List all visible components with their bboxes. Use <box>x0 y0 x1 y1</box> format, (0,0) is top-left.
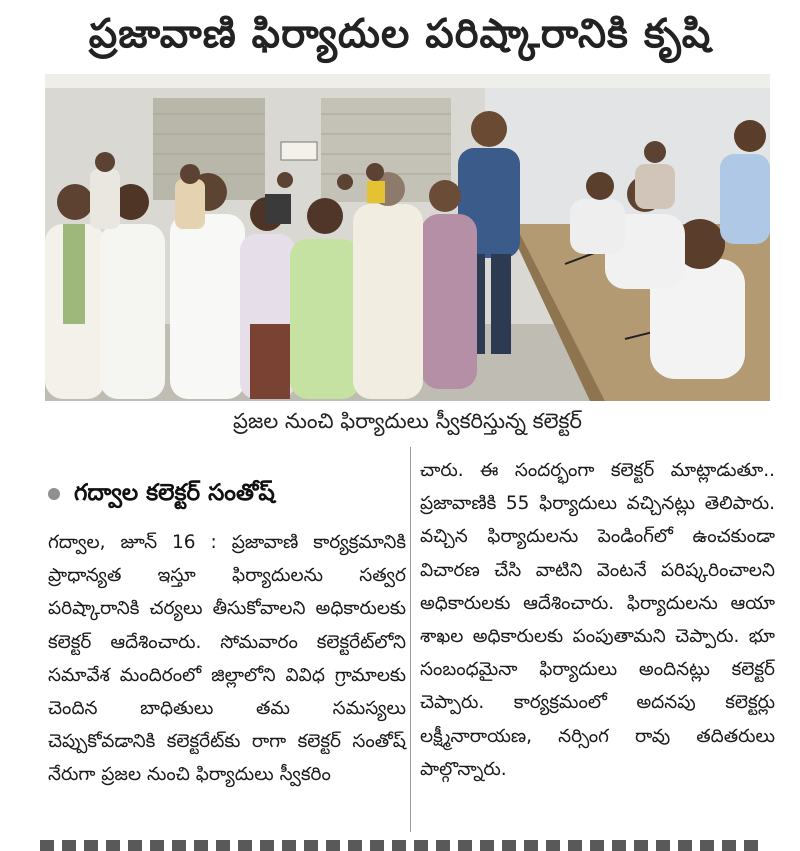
headline: ప్రజావాణి ఫిర్యాదుల పరిష్కారానికి కృషి <box>88 11 712 57</box>
subhead-text: గద్వాల కలెక్టర్ సంతోష్ <box>74 480 275 506</box>
column-divider <box>410 447 411 832</box>
next-article-cutoff <box>40 840 760 851</box>
article-subhead <box>48 476 408 510</box>
photo-caption: ప్రజల నుంచి ఫిర్యాదులు స్వీకరిస్తున్న కలెక్టర్ <box>233 409 582 433</box>
article-column-left: గద్వాల, జూన్ 16 : ప్రజావాణి కార్యక్రమానికి ప్రాధాన్యత ఇస్తూ ఫిర్యాదులను సత్వర పరిష్కారానికి చర్యలు తీసుకోవాలని అధికారులకు కలెక్టర్ ఆదేశించారు. సోమవారం కలెక్టరేట్‌లోని సమావేశ మందిరంలో జిల్లాలోని వివిధ గ్రామాలకు చెందిన బాధితులు తమ సమస్యలు చెప్పుకోవడానికి కలెక్టరేట్‌కు రాగా కలెక్టర్ సంతోష్ నేరుగా ప్రజల నుంచి ఫిర్యాదులు స్వీకరిం <box>48 532 406 786</box>
bullet-icon <box>48 488 60 500</box>
news-photo <box>45 74 770 401</box>
article-column-right: చారు. ఈ సందర్భంగా కలెక్టర్ మాట్లాడుతూ.. ప్రజావాణికి 55 ఫిర్యాదులు వచ్చినట్లు తెలిపారు. వచ్చిన ఫిర్యాదులను పెండింగ్‌లో ఉంచకుండా విచారణ చేసి వాటిని వెంటనే పరిష్కరించాలని అధికారులకు ఆదేశించారు. ఫిర్యాదులను ఆయా శాఖల అధికారులకు పంపుతామని చెప్పారు. భూ సంబంధమైనా ఫిర్యాదులు అందినట్లు కలెక్టర్ చెప్పారు. కార్యక్రమంలో అదనపు కలెక్టర్లు లక్ష్మీనారాయణ, నర్సింగ రావు తదితరులు పాల్గొన్నారు. <box>420 460 775 780</box>
